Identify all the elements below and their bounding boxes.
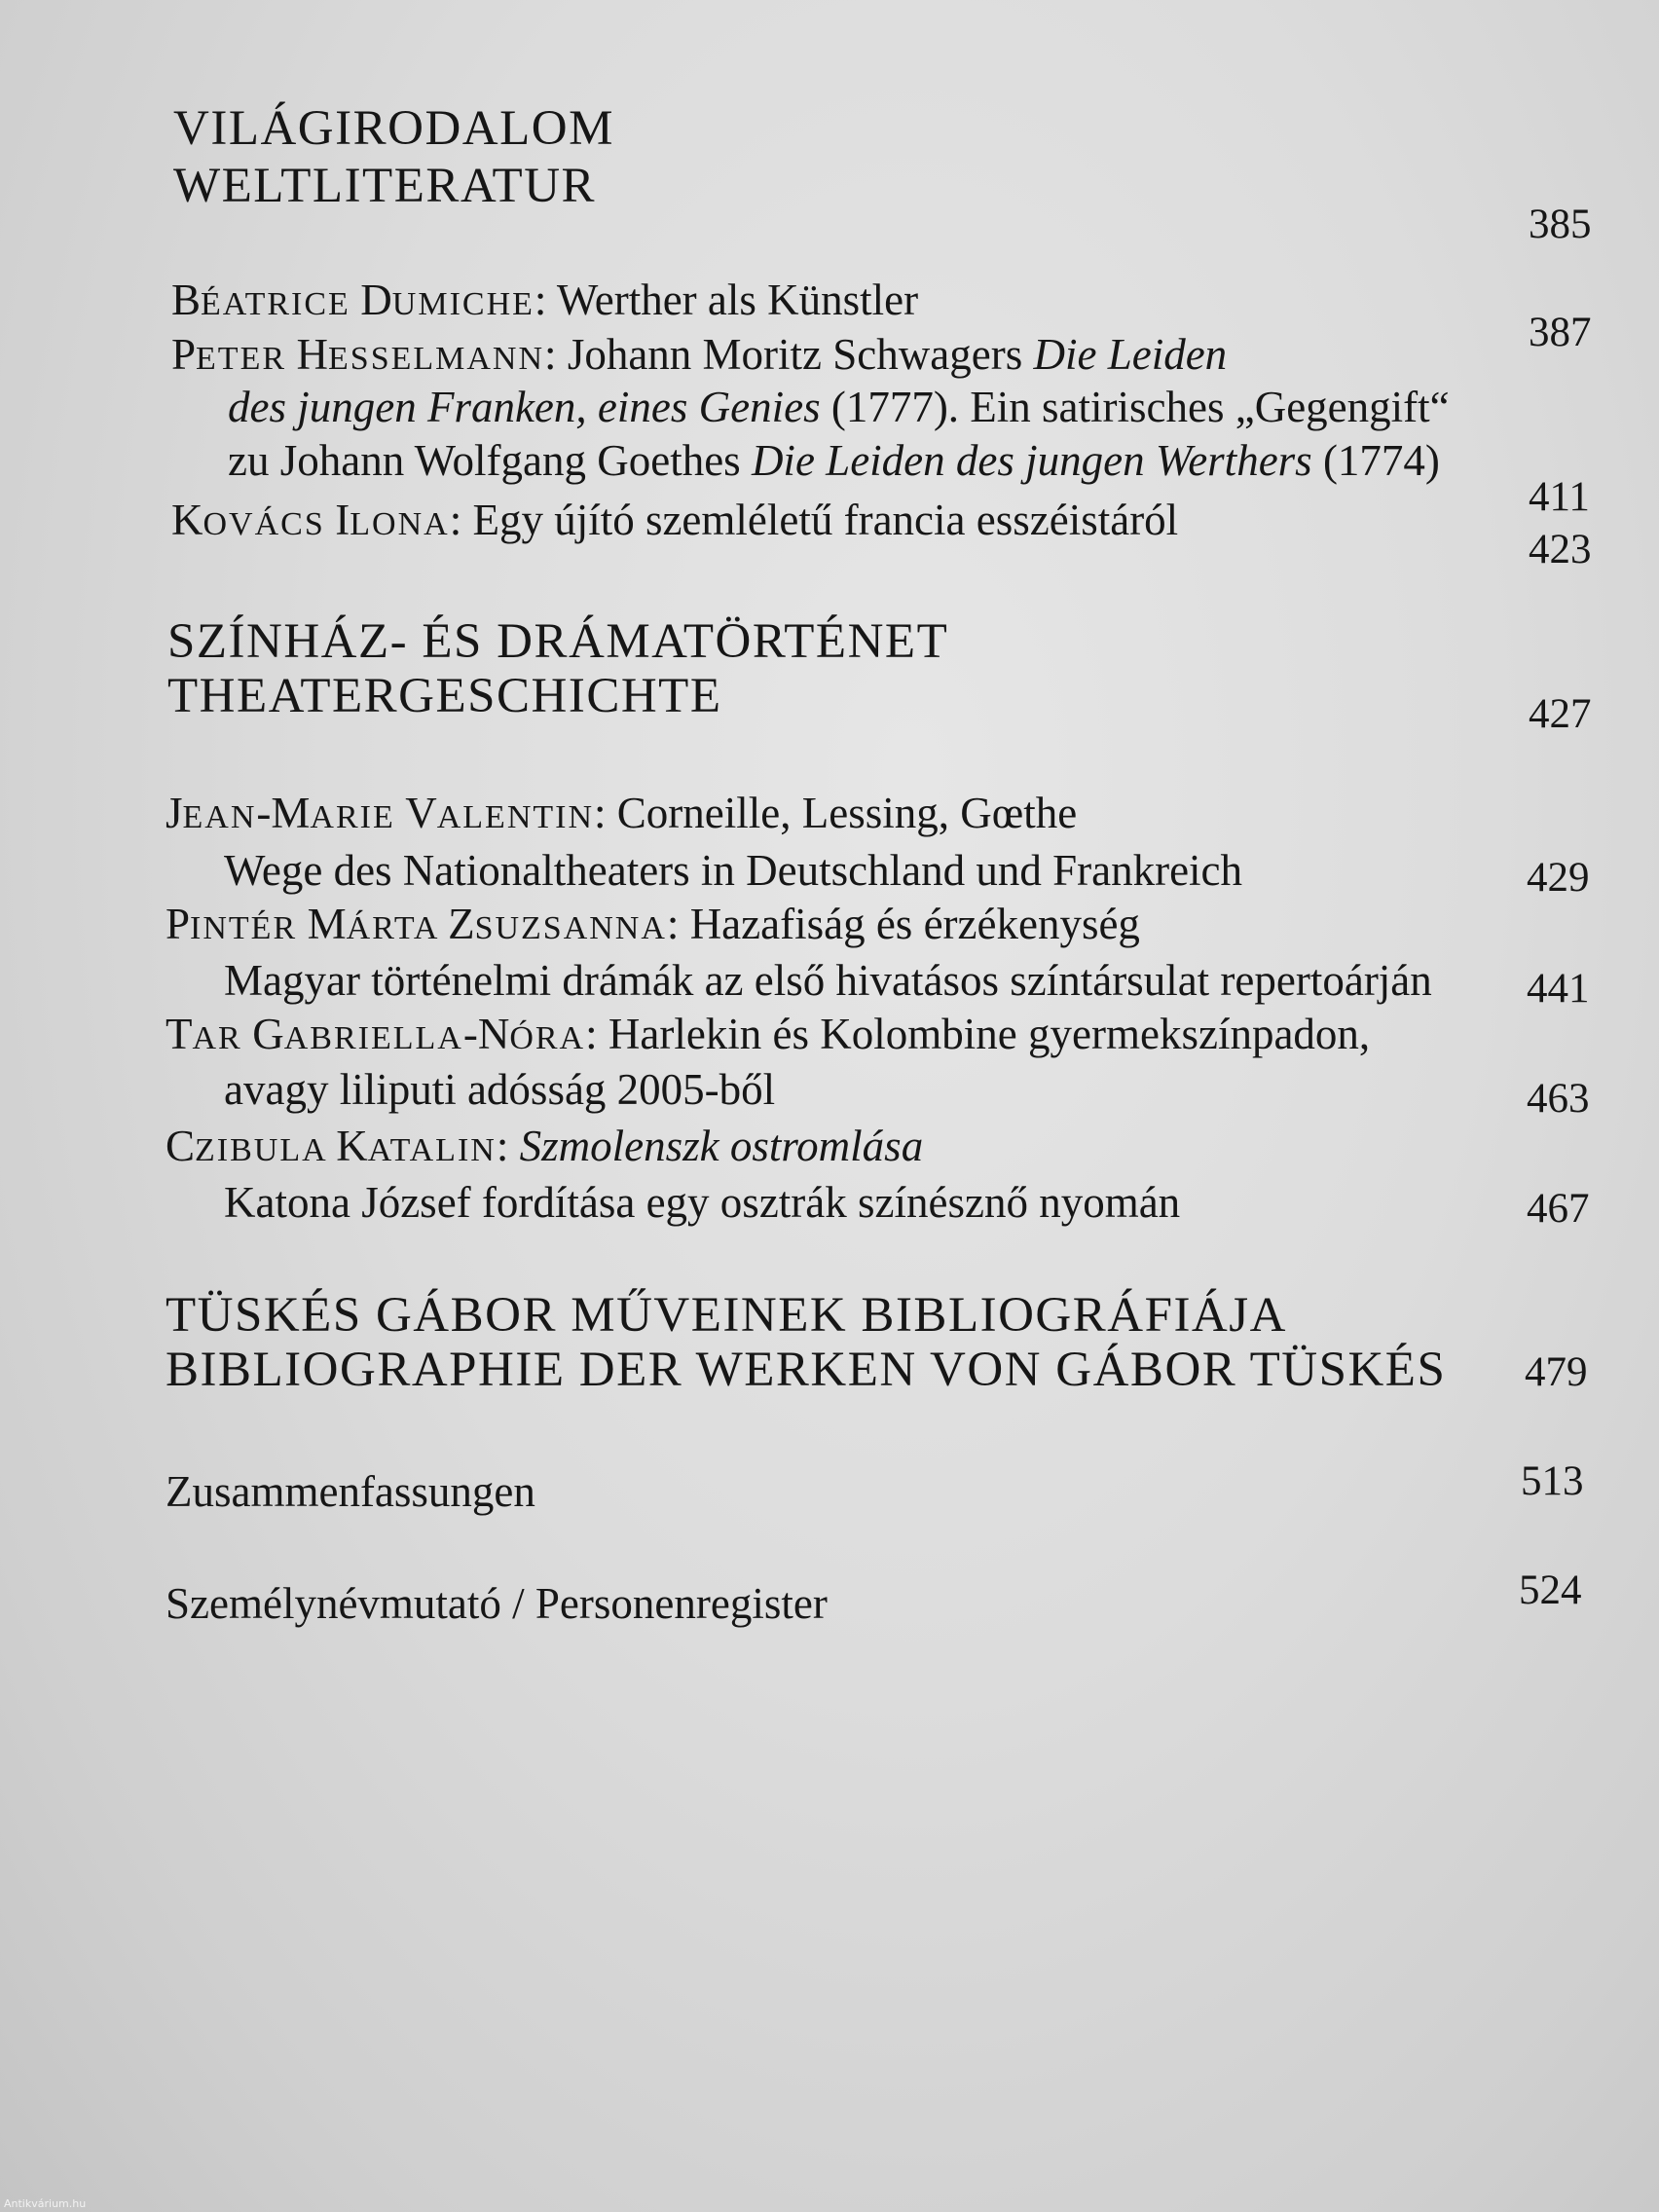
section-title-hu: TÜSKÉS GÁBOR MŰVEINEK BIBLIOGRÁFIÁJA <box>166 1288 1287 1343</box>
toc-entry-index[interactable]: Személynévmutató / Personenregister <box>166 1579 828 1628</box>
toc-entry-pinter[interactable]: PINTÉR MÁRTA ZSUZSANNA: Hazafiság és érzékenység <box>166 900 1140 948</box>
page-number: 463 <box>1527 1076 1590 1122</box>
toc-entry-dumiche[interactable]: BÉATRICE DUMICHE: Werther als Künstler <box>171 276 919 324</box>
page-number: 524 <box>1519 1567 1582 1613</box>
entry-subtitle: Katona József fordítása egy osztrák színésznő nyomán <box>224 1178 1181 1227</box>
toc-entry-kovacs[interactable]: KOVÁCS ILONA: Egy újító szemléletű francia esszéistáról <box>171 496 1179 544</box>
entry-title-line: zu Johann Wolfgang Goethes Die Leiden des jungen Werthers (1774) <box>228 436 1440 485</box>
page-number: 423 <box>1529 527 1592 572</box>
page-number: 385 <box>1529 202 1592 247</box>
entry-title: Werther als Künstler <box>556 276 919 324</box>
page-number: 479 <box>1525 1349 1588 1395</box>
toc-entry-czibula[interactable]: CZIBULA KATALIN: Szmolenszk ostromlása <box>166 1122 924 1170</box>
page-number: 429 <box>1527 855 1590 901</box>
entry-title-line: des jungen Franken, eines Genies (1777). Ein satirisches „Gegengift“ <box>228 383 1450 431</box>
entry-subtitle: avagy liliputi adósság 2005-ből <box>224 1065 776 1114</box>
section-title-de: THEATERGESCHICHTE <box>167 669 722 723</box>
entry-title: Harlekin és Kolombine gyermekszínpadon, <box>608 1010 1371 1058</box>
entry-title: Szmolenszk ostromlása <box>519 1122 924 1170</box>
entry-title: Hazafiság és érzékenység <box>689 900 1140 948</box>
section-title-hu: SZÍNHÁZ- ÉS DRÁMATÖRTÉNET <box>167 614 949 669</box>
toc-entry-valentin[interactable]: JEAN-MARIE VALENTIN: Corneille, Lessing, Gœthe <box>166 789 1078 837</box>
section-title-de: WELTLITERATUR <box>173 159 597 213</box>
toc-entry-tar[interactable]: TAR GABRIELLA-NÓRA: Harlekin és Kolombine gyermekszínpadon, <box>166 1010 1371 1058</box>
section-title-hu: VILÁGIRODALOM <box>173 101 614 156</box>
page-number: 427 <box>1529 691 1592 737</box>
page-number: 467 <box>1527 1186 1590 1232</box>
page-number: 513 <box>1521 1458 1584 1504</box>
page-number: 441 <box>1527 966 1590 1012</box>
page-number: 387 <box>1529 310 1592 355</box>
watermark: Antikvárium.hu <box>4 2197 87 2210</box>
toc-entry-hesselmann[interactable]: PETER HESSELMANN: Johann Moritz Schwagers Die Leiden <box>171 330 1228 379</box>
section-title-de: BIBLIOGRAPHIE DER WERKEN VON GÁBOR TÜSKÉS <box>166 1343 1447 1397</box>
entry-title: Egy újító szemléletű francia esszéistáról <box>472 496 1179 544</box>
page-number: 411 <box>1529 474 1590 520</box>
entry-subtitle: Wege des Nationaltheaters in Deutschland und Frankreich <box>224 846 1243 895</box>
entry-subtitle: Magyar történelmi drámák az első hivatásos színtársulat repertoárján <box>224 956 1432 1005</box>
toc-entry-summaries[interactable]: Zusammenfassungen <box>166 1467 535 1516</box>
entry-title: Corneille, Lessing, Gœthe <box>616 789 1078 837</box>
